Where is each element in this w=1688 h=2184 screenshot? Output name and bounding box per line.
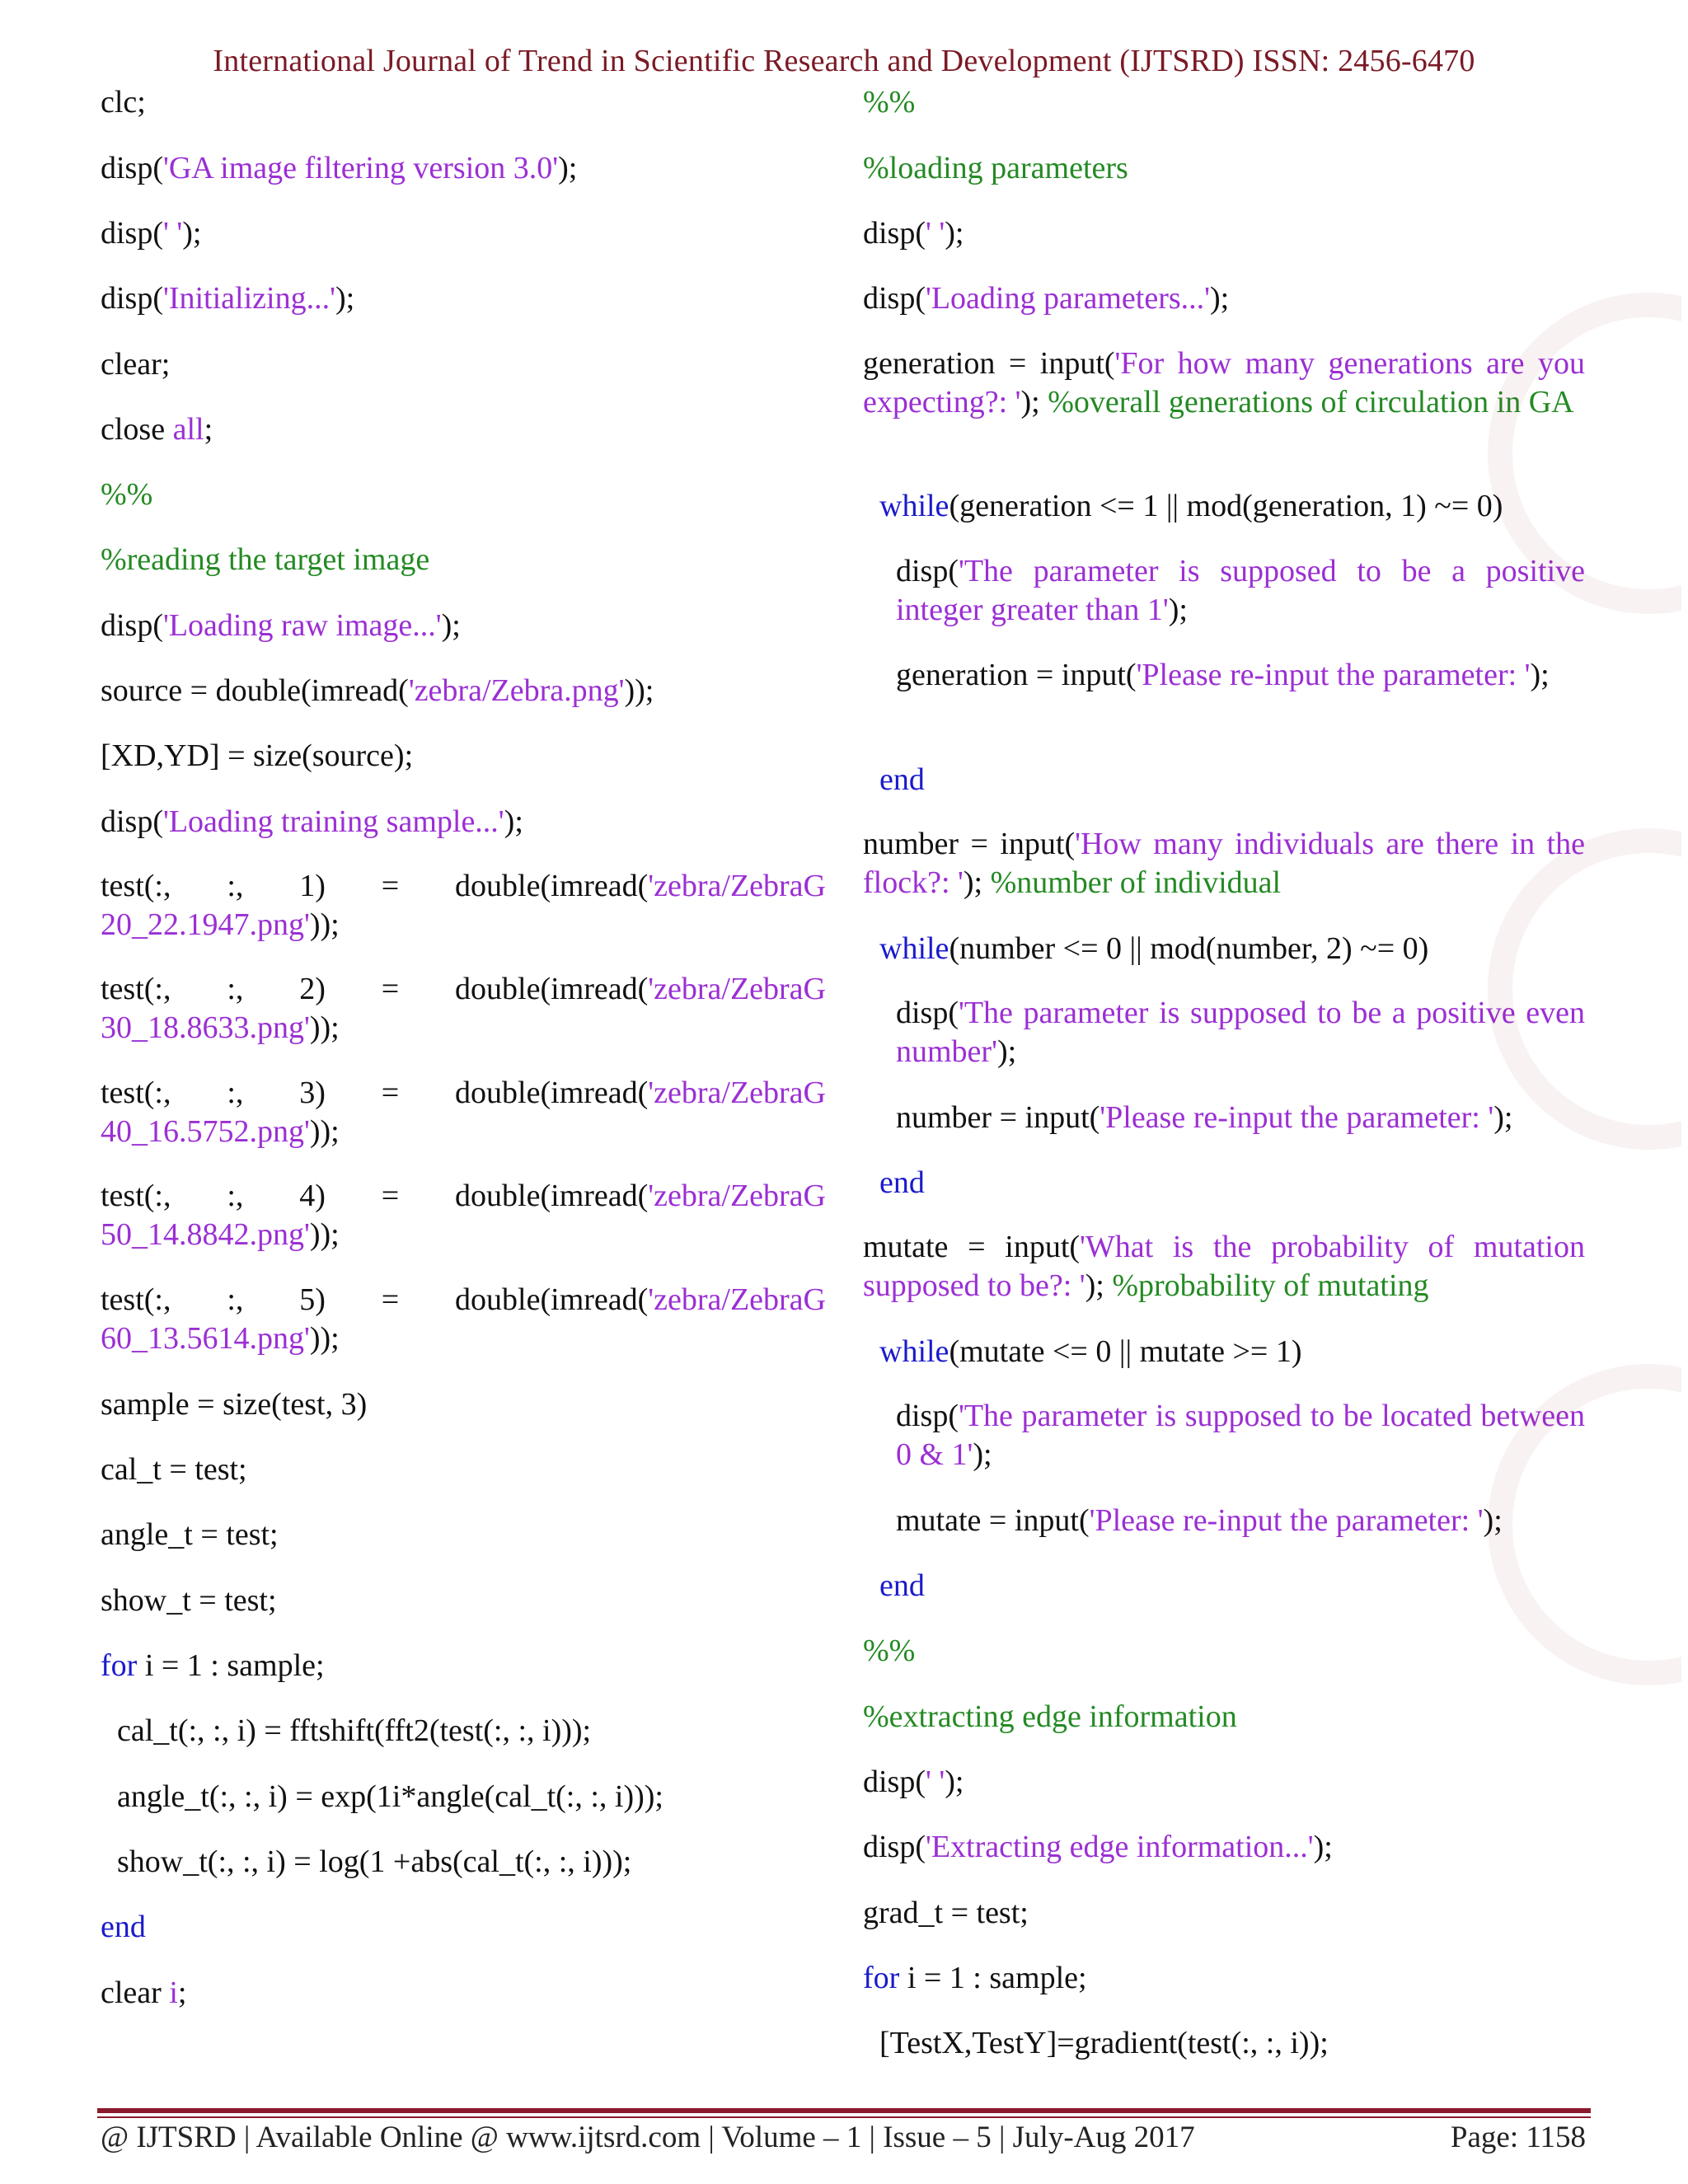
code-text: )); xyxy=(309,1114,340,1149)
code-line xyxy=(863,279,1585,318)
string-literal: 'The parameter is supposed to be a positive even number' xyxy=(896,996,1585,1069)
code-line xyxy=(101,1281,826,1358)
code-line xyxy=(101,475,826,514)
code-line xyxy=(101,736,826,776)
code-line xyxy=(101,606,826,645)
code-text: angle_t = test; xyxy=(101,1517,279,1552)
code-line xyxy=(863,656,1585,695)
code-text: [XD,YD] = size(source); xyxy=(101,738,414,773)
code-line xyxy=(863,1762,1585,1802)
code-line xyxy=(101,1177,826,1254)
comment: %% xyxy=(863,1633,916,1668)
string-literal: 'The parameter is supposed to be a positive integer greater than 1' xyxy=(896,554,1585,627)
comment: %number of individual xyxy=(990,865,1282,900)
string-literal: ' ' xyxy=(926,1765,945,1799)
code-text: ); xyxy=(441,608,461,643)
code-line xyxy=(863,1697,1585,1736)
code-text: number = input( xyxy=(896,1100,1100,1135)
code-text: )); xyxy=(309,1217,340,1252)
code-line xyxy=(863,1958,1585,1998)
keyword: while xyxy=(879,1334,950,1369)
code-text: test(:, :, 3) = double(imread( xyxy=(101,1076,649,1110)
code-text: disp( xyxy=(896,1399,959,1433)
code-text: ); xyxy=(1530,658,1550,692)
code-line xyxy=(863,148,1585,188)
code-text: cal_t(:, :, i) = fftshift(fft2(test(:, :, i))); xyxy=(117,1713,592,1748)
code-line xyxy=(101,344,826,384)
code-text: close xyxy=(101,412,173,447)
code-text: test(:, :, 2) = double(imread( xyxy=(101,972,649,1006)
string-literal: 'zebra/ZebraG 50_14.8842.png' xyxy=(101,1179,826,1252)
code-line xyxy=(863,1332,1585,1371)
code-line xyxy=(101,1074,826,1151)
page-footer xyxy=(101,2120,1586,2155)
string-literal: 'Loading parameters...' xyxy=(926,281,1211,316)
code-text: ); xyxy=(1493,1100,1513,1135)
code-text: disp( xyxy=(863,281,926,316)
string-literal: 'zebra/ZebraG 40_16.5752.png' xyxy=(101,1076,826,1149)
code-line xyxy=(863,1631,1585,1671)
code-line xyxy=(101,1646,826,1685)
code-text: ); xyxy=(1020,385,1048,419)
keyword: while xyxy=(879,489,950,523)
string-literal: 'How many individuals are there in the flock?: ' xyxy=(863,827,1585,900)
code-line xyxy=(101,148,826,188)
comment: %% xyxy=(101,477,153,512)
code-line xyxy=(101,82,826,122)
code-text: i = 1 : sample; xyxy=(137,1648,325,1683)
code-line xyxy=(101,802,826,841)
string-literal: 'Please re-input the parameter: ' xyxy=(1100,1100,1494,1135)
code-line xyxy=(863,2023,1585,2063)
code-text: ); xyxy=(1168,593,1188,627)
code-text: disp( xyxy=(101,608,163,643)
code-text: test(:, :, 4) = double(imread( xyxy=(101,1179,649,1213)
code-line xyxy=(101,867,826,944)
code-line xyxy=(863,486,1585,526)
code-text: clear; xyxy=(101,347,171,382)
code-text: ); xyxy=(1313,1830,1333,1864)
code-text: clear xyxy=(101,1975,170,2010)
string-literal: 'Initializing...' xyxy=(163,281,335,316)
string-literal: 'zebra/ZebraG 20_22.1947.png' xyxy=(101,869,826,942)
code-text: mutate = input( xyxy=(896,1503,1090,1538)
keyword: while xyxy=(879,931,950,966)
code-line xyxy=(863,1163,1585,1202)
code-text: disp( xyxy=(863,216,926,251)
code-text: )); xyxy=(309,907,340,942)
code-text: test(:, :, 5) = double(imread( xyxy=(101,1282,649,1317)
code-text: disp( xyxy=(896,554,959,588)
code-line xyxy=(863,82,1585,122)
comment: %% xyxy=(863,85,916,120)
code-text: (mutate <= 0 || mutate >= 1) xyxy=(949,1334,1302,1369)
code-text: ); xyxy=(558,151,578,185)
code-text: i = 1 : sample; xyxy=(899,1961,1087,1995)
string-literal: 'GA image filtering version 3.0' xyxy=(163,151,559,185)
string-literal: 'zebra/Zebra.png' xyxy=(408,673,625,708)
code-text: grad_t = test; xyxy=(863,1896,1029,1930)
code-line xyxy=(863,552,1585,630)
code-line xyxy=(863,213,1585,253)
string-literal: 'Please re-input the parameter: ' xyxy=(1089,1503,1484,1538)
code-line xyxy=(863,929,1585,968)
code-line xyxy=(101,1385,826,1424)
code-text: (number <= 0 || mod(number, 2) ~= 0) xyxy=(949,931,1429,966)
code-text: disp( xyxy=(101,151,163,185)
code-text: generation = input( xyxy=(896,658,1137,692)
comment: %overall generations of circulation in GA xyxy=(1048,385,1574,419)
code-line xyxy=(101,1973,826,2013)
code-text: ); xyxy=(504,804,523,839)
code-text: disp( xyxy=(863,1830,926,1864)
code-text: source = double(imread( xyxy=(101,673,409,708)
code-text: show_t(:, :, i) = log(1 +abs(cal_t(:, :, i))); xyxy=(117,1844,632,1879)
code-text: disp( xyxy=(863,1765,926,1799)
code-text: cal_t = test; xyxy=(101,1452,247,1487)
code-text: generation = input( xyxy=(863,346,1115,381)
code-text: ); xyxy=(1210,281,1230,316)
code-line xyxy=(863,994,1585,1071)
code-text: mutate = input( xyxy=(863,1230,1081,1264)
string-literal: 'For how many generations are you expecting?: ' xyxy=(863,346,1586,419)
code-line xyxy=(863,1893,1585,1933)
code-text: test(:, :, 1) = double(imread( xyxy=(101,869,649,903)
code-line xyxy=(101,1581,826,1620)
code-text: ); xyxy=(945,1765,964,1799)
string-literal: 'zebra/ZebraG 30_18.8633.png' xyxy=(101,972,826,1045)
watermark-logo xyxy=(1484,206,1681,1772)
string-literal: 'Please re-input the parameter: ' xyxy=(1136,658,1531,692)
code-text: disp( xyxy=(101,804,163,839)
keyword: for xyxy=(101,1648,138,1683)
code-line xyxy=(101,540,826,579)
code-line xyxy=(101,1711,826,1750)
code-text: ); xyxy=(945,216,964,251)
code-line xyxy=(101,410,826,449)
string-literal: 'The parameter is supposed to be located between 0 & 1' xyxy=(896,1399,1585,1472)
code-text: disp( xyxy=(896,996,959,1030)
string-literal: 'Loading training sample...' xyxy=(163,804,504,839)
code-text: ); xyxy=(996,1034,1017,1069)
string-literal: ' ' xyxy=(926,216,945,251)
keyword: end xyxy=(101,1910,146,1944)
code-text: ); xyxy=(1085,1268,1113,1303)
comment: %probability of mutating xyxy=(1112,1268,1429,1303)
comment: %loading parameters xyxy=(863,151,1128,185)
code-text: ); xyxy=(182,216,202,251)
string-literal: 'zebra/ZebraG 60_13.5614.png' xyxy=(101,1282,826,1356)
code-line xyxy=(863,1397,1585,1474)
code-line xyxy=(101,213,826,253)
code-text: show_t = test; xyxy=(101,1583,277,1618)
code-text: ; xyxy=(177,1975,187,2010)
keyword: end xyxy=(879,762,925,797)
string-literal: 'Loading raw image...' xyxy=(163,608,442,643)
code-text: ); xyxy=(1483,1503,1503,1538)
code-text: ); xyxy=(335,281,355,316)
code-line xyxy=(863,825,1585,902)
code-text: ); xyxy=(963,865,991,900)
string-literal: i xyxy=(169,1975,178,2010)
code-line xyxy=(101,1842,826,1882)
code-line xyxy=(863,1228,1585,1305)
code-line xyxy=(863,1566,1585,1605)
keyword: for xyxy=(863,1961,900,1995)
code-line xyxy=(863,760,1585,799)
code-text: ); xyxy=(973,1437,992,1472)
code-text: sample = size(test, 3) xyxy=(101,1387,368,1422)
code-text: [TestX,TestY]=gradient(test(:, :, i)); xyxy=(879,2026,1329,2060)
string-literal: 'What is the probability of mutation supposed to be?: ' xyxy=(863,1230,1585,1303)
code-line xyxy=(863,1098,1585,1137)
comment: %reading the target image xyxy=(101,542,430,577)
footer-citation: @ IJTSRD | Available Online @ www.ijtsrd.com | Volume – 1 | Issue – 5 | July-Aug 2017 xyxy=(101,2121,1195,2154)
code-line xyxy=(863,1827,1585,1867)
code-text: (generation <= 1 || mod(generation, 1) ~= 0) xyxy=(949,489,1503,523)
journal-header: International Journal of Trend in Scientific Research and Development (IJTSRD) ISSN: 2456-6470 xyxy=(213,44,1475,78)
footer-rule xyxy=(97,2108,1591,2113)
page-number: Page: 1158 xyxy=(1450,2121,1586,2154)
code-line xyxy=(101,279,826,318)
code-line xyxy=(863,1501,1585,1540)
code-text: )); xyxy=(624,673,654,708)
code-line xyxy=(101,671,826,710)
code-line xyxy=(101,1515,826,1554)
string-literal: ' ' xyxy=(163,216,183,251)
footer-rule-thin xyxy=(97,2116,1591,2118)
comment: %extracting edge information xyxy=(863,1699,1237,1734)
keyword: end xyxy=(879,1165,925,1200)
string-literal: all xyxy=(172,412,204,447)
string-literal: 'Extracting edge information...' xyxy=(926,1830,1314,1864)
code-line xyxy=(863,344,1585,422)
keyword: end xyxy=(879,1568,925,1603)
code-text: angle_t(:, :, i) = exp(1i*angle(cal_t(:, :, i))); xyxy=(117,1779,663,1814)
code-text: clc; xyxy=(101,85,146,120)
code-text: ; xyxy=(204,412,213,447)
code-text: )); xyxy=(309,1321,340,1356)
code-text: disp( xyxy=(101,281,163,316)
code-line xyxy=(101,1777,826,1816)
code-line xyxy=(101,1450,826,1489)
code-text: )); xyxy=(309,1010,340,1045)
code-line xyxy=(101,1907,826,1947)
code-text: disp( xyxy=(101,216,163,251)
code-line xyxy=(101,970,826,1047)
code-text: number = input( xyxy=(863,827,1076,861)
